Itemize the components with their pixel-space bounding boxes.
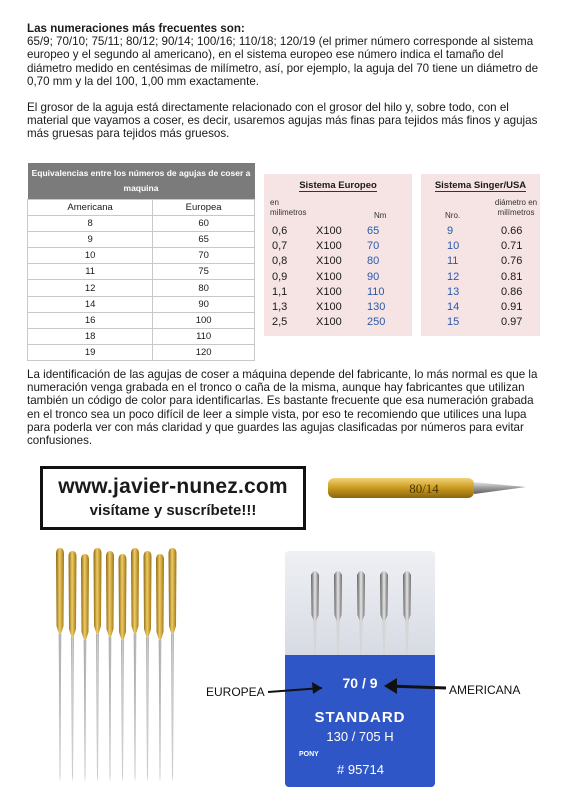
european-system-panel <box>264 174 412 336</box>
table-row <box>28 328 255 344</box>
website-url[interactable]: www.javier-nunez.com <box>58 475 288 498</box>
european-nm-value: 250 <box>367 316 386 329</box>
needle-blade <box>71 637 73 782</box>
singer-diameter: 0.81 <box>501 270 523 283</box>
singer-number: 10 <box>447 240 460 253</box>
european-multiplier: X100 <box>316 301 342 313</box>
identification-paragraph: La identificación de las agujas de coser a máquina depende del fabricante, lo más normal es que la numeración venga grabada en el tronco o caña de la misma, aunque hay fabricantes que utilizan también un código de color para identificarlas. Es bastante frecuente que esa numeración grabada en el tronco sea un poco difícil de leer a simple vista, por eso te recomiendo que utilices una lupa para poderla ver con más claridad y que guardes las agujas clasificadas por números para evitar confusiones. <box>27 368 538 448</box>
singer-number: 15 <box>447 316 460 329</box>
needle-shank <box>56 548 64 634</box>
website-banner[interactable] <box>40 466 306 530</box>
cell-americana: 9 <box>28 232 153 248</box>
european-multiplier: X100 <box>316 316 342 329</box>
european-row <box>264 271 412 286</box>
european-nm-value: 70 <box>367 240 380 253</box>
needle-blade <box>146 637 148 782</box>
needle-closeup-image <box>326 471 526 505</box>
needle <box>119 554 127 782</box>
packaged-needle <box>380 571 388 659</box>
cell-europea: 120 <box>153 344 255 360</box>
european-multiplier: X100 <box>316 285 342 298</box>
needle-shank <box>94 548 102 634</box>
table-row <box>28 264 255 280</box>
european-mm-value: 0,8 <box>272 255 288 268</box>
needle <box>106 551 114 782</box>
cell-europea: 75 <box>153 264 255 280</box>
singer-row <box>421 301 540 316</box>
package-code: # 95714 <box>337 762 384 777</box>
singer-number: 11 <box>447 255 459 268</box>
packaged-needle <box>357 571 365 659</box>
singer-row <box>421 316 540 331</box>
table-row <box>28 216 255 232</box>
intro-heading: Las numeraciones más frecuentes son: <box>27 22 245 35</box>
needle-blade <box>96 634 98 782</box>
european-mm-value: 2,5 <box>272 316 288 329</box>
singer-row <box>421 271 540 286</box>
singer-row <box>421 225 540 240</box>
cell-americana: 11 <box>28 264 153 280</box>
package-label <box>285 655 435 787</box>
european-multiplier: X100 <box>316 240 342 253</box>
needle-blade <box>171 634 173 782</box>
needle-blade <box>59 634 61 782</box>
package-size: 70 / 9 <box>342 675 378 691</box>
cell-americana: 19 <box>28 344 153 360</box>
cell-europea: 60 <box>153 216 255 232</box>
cell-europea: 70 <box>153 248 255 264</box>
european-panel-title: Sistema Europeo <box>299 180 377 191</box>
table-row <box>28 280 255 296</box>
singer-head-diameter: diámetro en milímetros <box>494 198 538 217</box>
label-europea: EUROPEA <box>206 685 265 699</box>
european-head-nm: Nm <box>374 211 387 220</box>
european-nm-value: 80 <box>367 255 380 268</box>
needle-shank <box>156 554 164 640</box>
cell-europea: 100 <box>153 312 255 328</box>
cell-europea: 65 <box>153 232 255 248</box>
needle-package <box>285 551 435 787</box>
needle-shank <box>119 554 127 640</box>
thickness-paragraph: El grosor de la aguja está directamente relacionado con el grosor del hilo y, sobre todo, con el material que vayamos a coser, es decir, usaremos agujas más finas para tejidos más finos y agujas más gruesas para tejidos más gruesos. <box>27 101 538 141</box>
singer-number: 12 <box>447 270 460 283</box>
cell-americana: 12 <box>28 280 153 296</box>
european-nm-value: 130 <box>367 301 386 313</box>
needle <box>169 548 177 782</box>
needle <box>94 548 102 782</box>
singer-head-nro: Nro. <box>445 211 461 220</box>
european-nm-value: 65 <box>367 225 380 237</box>
packaged-needles <box>285 551 435 661</box>
needle <box>69 551 77 782</box>
european-row <box>264 240 412 255</box>
package-brand: PONY <box>299 751 319 758</box>
european-mm-value: 0,9 <box>272 270 288 283</box>
singer-diameter: 0.66 <box>501 225 523 237</box>
cell-europea: 90 <box>153 296 255 312</box>
needle-shank <box>106 551 114 637</box>
table-row <box>28 312 255 328</box>
label-americana: AMERICANA <box>449 683 521 697</box>
packaged-needle <box>311 571 319 659</box>
singer-diameter: 0.86 <box>501 285 523 298</box>
european-row <box>264 301 412 316</box>
singer-number: 14 <box>447 301 460 313</box>
european-row <box>264 316 412 331</box>
needle <box>144 551 152 782</box>
european-mm-value: 1,1 <box>272 285 288 298</box>
package-window <box>285 551 435 661</box>
european-multiplier: X100 <box>316 225 342 237</box>
european-mm-value: 0,7 <box>272 240 288 253</box>
needle-shank <box>131 548 139 634</box>
cell-americana: 18 <box>28 328 153 344</box>
cell-americana: 16 <box>28 312 153 328</box>
singer-diameter: 0.76 <box>501 255 523 268</box>
singer-number: 13 <box>447 285 460 298</box>
singer-row <box>421 240 540 255</box>
packaged-needle <box>334 571 342 659</box>
european-row <box>264 286 412 301</box>
needle-closeup-label: 80/14 <box>409 481 439 496</box>
needle-shank <box>81 554 89 640</box>
european-nm-value: 90 <box>367 270 380 283</box>
cell-americana: 8 <box>28 216 153 232</box>
needle-shank <box>69 551 77 637</box>
singer-diameter: 0.91 <box>501 301 523 313</box>
cell-americana: 10 <box>28 248 153 264</box>
needle-blade <box>134 634 136 782</box>
table-header-europea: Europea <box>153 200 255 216</box>
singer-row <box>421 286 540 301</box>
cell-europea: 80 <box>153 280 255 296</box>
singer-row <box>421 255 540 270</box>
equivalence-table <box>27 163 255 361</box>
needle-tip <box>474 482 526 494</box>
table-row <box>28 232 255 248</box>
intro-text: 65/9; 70/10; 75/11; 80/12; 90/14; 100/16; 110/18; 120/19 (el primer número corresponde al sistema europeo y el segundo al americano), en el sistema europeo ese número indica el tamaño del diámetro medido en centésimas de milímetro, así, por ejemplo, la aguja del 70 tiene un diámetro de 0,70 mm y la del 100, 1,00 mm exactamente. <box>27 35 539 88</box>
singer-usa-panel <box>421 174 540 336</box>
needle <box>56 548 64 782</box>
european-head-mm: en milimetros <box>270 198 307 217</box>
needle-shank <box>169 548 177 634</box>
equivalence-table-title: Equivalencias entre los números de agujas de coser a maquina <box>28 163 255 200</box>
needles-bunch-image <box>52 544 190 786</box>
needle-blade <box>84 640 86 782</box>
package-standard: STANDARD <box>314 709 406 726</box>
needle-blade <box>109 637 111 782</box>
intro-paragraph <box>27 22 539 88</box>
singer-panel-title: Sistema Singer/USA <box>434 180 527 191</box>
singer-diameter: 0.97 <box>501 316 523 329</box>
table-header-americana: Americana <box>28 200 153 216</box>
table-row <box>28 248 255 264</box>
needle <box>81 554 89 782</box>
table-row <box>28 344 255 360</box>
european-mm-value: 1,3 <box>272 301 288 313</box>
packaged-needle <box>403 571 411 659</box>
singer-number: 9 <box>447 225 454 237</box>
european-row <box>264 225 412 240</box>
cell-europea: 110 <box>153 328 255 344</box>
needle <box>131 548 139 782</box>
european-multiplier: X100 <box>316 270 342 283</box>
table-row <box>28 296 255 312</box>
package-model: 130 / 705 H <box>326 729 394 744</box>
cell-americana: 14 <box>28 296 153 312</box>
european-row <box>264 255 412 270</box>
needle <box>156 554 164 782</box>
singer-diameter: 0.71 <box>501 240 523 253</box>
website-subtitle: visítame y suscríbete!!! <box>89 502 257 519</box>
european-mm-value: 0,6 <box>272 225 288 237</box>
european-nm-value: 110 <box>367 285 385 298</box>
needle-shank <box>328 478 474 498</box>
needle-shank <box>144 551 152 637</box>
needle-blade <box>159 640 161 782</box>
needle-blade <box>121 640 123 782</box>
european-multiplier: X100 <box>316 255 342 268</box>
